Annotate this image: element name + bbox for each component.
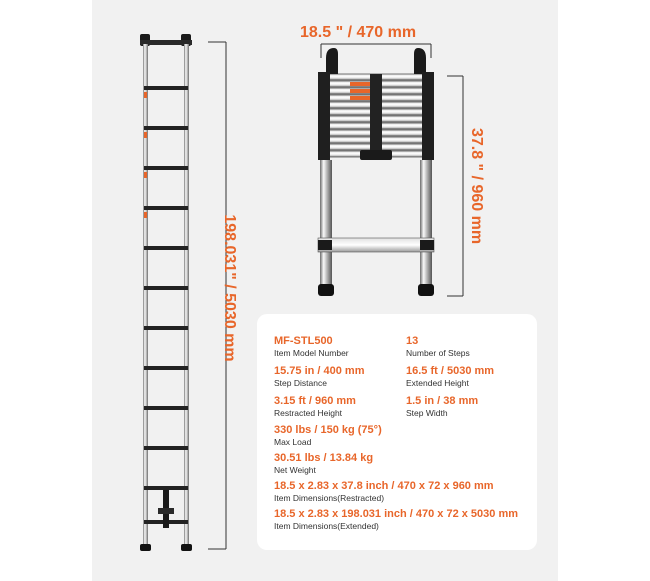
retracted-height-bracket [447, 76, 463, 296]
spec-dimensions-retracted: 18.5 x 2.83 x 37.8 inch / 470 x 72 x 960 mm Item Dimensions(Restracted) [274, 480, 494, 503]
spec-net-weight: 30.51 lbs / 13.84 kg Net Weight [274, 452, 374, 475]
spec-max-load: 330 lbs / 150 kg (75°) Max Load [274, 424, 382, 447]
extended-ladder [140, 34, 192, 551]
spec-retracted-height: 3.15 ft / 960 mm Restracted Height [274, 395, 356, 418]
spec-card [257, 314, 537, 550]
spec-step-width: 1.5 in / 38 mm Step Width [406, 395, 479, 418]
spec-step-distance: 15.75 in / 400 mm Step Distance [274, 365, 365, 388]
width-dimension-label: 18.5 " / 470 mm [300, 24, 417, 41]
spec-extended-height: 16.5 ft / 5030 mm Extended Height [406, 365, 495, 388]
spec-steps: 13 Number of Steps [406, 335, 470, 358]
spec-model: MF-STL500 Item Model Number [274, 335, 349, 358]
retracted-height-label: 37.8 " / 960 mm [468, 127, 485, 245]
spec-dimensions-extended: 18.5 x 2.83 x 198.031 inch / 470 x 72 x 5030 mm Item Dimensions(Extended) [274, 508, 519, 531]
extended-height-label: 198.031" / 5030 mm [221, 214, 238, 362]
retracted-ladder [318, 48, 434, 296]
